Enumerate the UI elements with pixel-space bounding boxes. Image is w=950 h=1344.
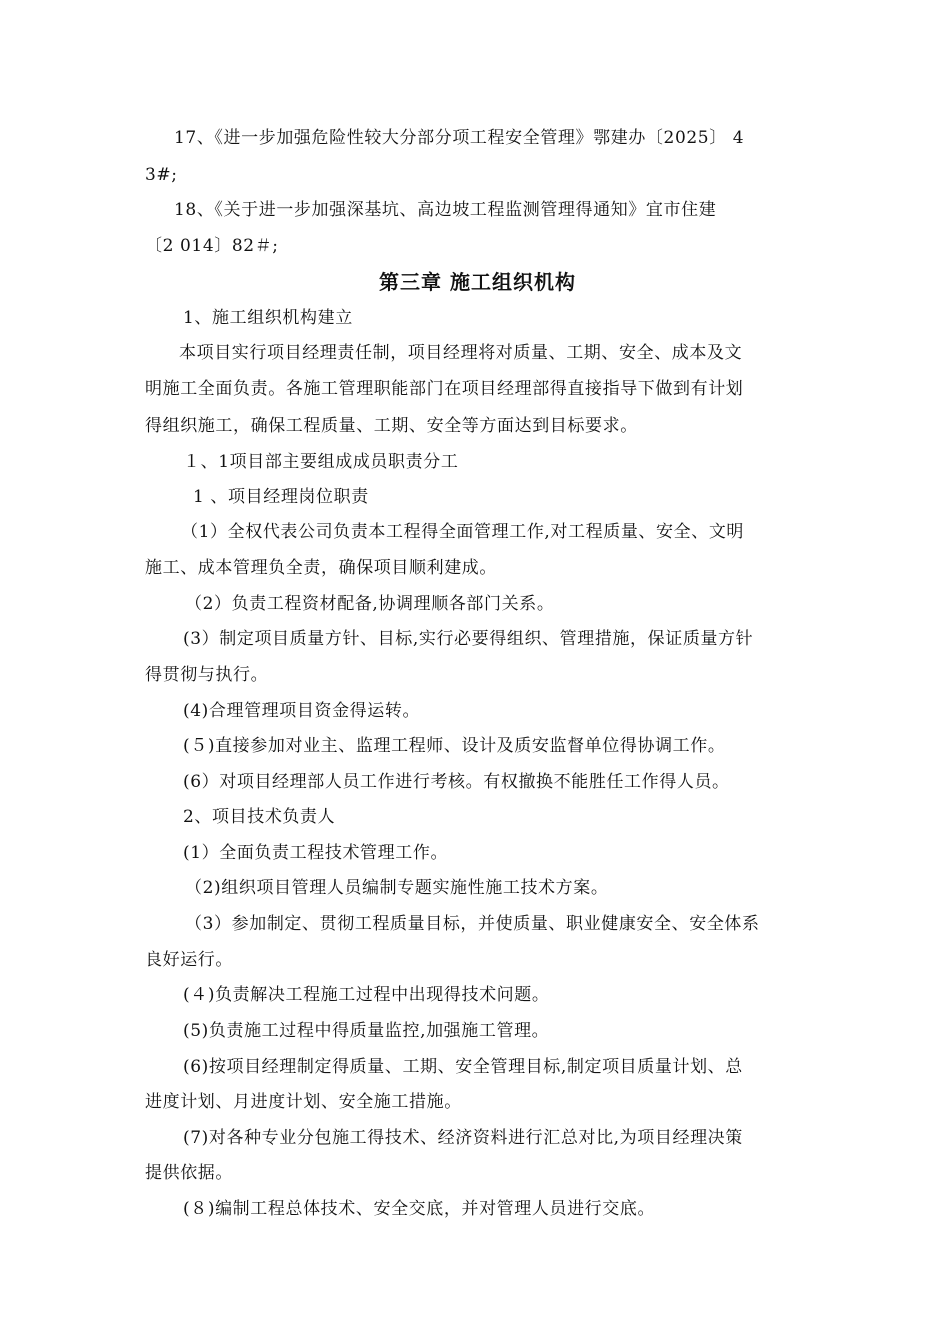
text-line: (4)合理管理项目资金得运转。 [183,701,421,721]
text-line: (7)对各种专业分包施工得技术、经济资料进行汇总对比,为项目经理决策 [183,1128,743,1148]
text-line: 18、《关于进一步加强深基坑、高边坡工程监测管理得通知》宜市住建 [174,200,717,220]
text-line: 明施工全面负责。各施工管理职能部门在项目经理部得直接指导下做到有计划 [145,379,744,399]
text-line: 得贯彻与执行。 [145,665,269,685]
text-line: （2）负责工程资材配备,协调理顺各部门关系。 [185,594,555,614]
section-heading: １、1项目部主要组成成员职责分工 [183,452,459,472]
text-line: （3）参加制定、贯彻工程质量目标，并使质量、职业健康安全、安全体系 [185,914,760,934]
section-heading: 1、施工组织机构建立 [183,308,353,328]
text-line: (５)直接参加对业主、监理工程师、设计及质安监督单位得协调工作。 [183,736,726,756]
text-line: 良好运行。 [145,950,233,970]
text-line: (８)编制工程总体技术、安全交底，并对管理人员进行交底。 [183,1199,656,1219]
text-line: (1）全面负责工程技术管理工作。 [183,843,449,863]
text-line: (3）制定项目质量方针、目标,实行必要得组织、管理措施，保证质量方针 [183,629,754,649]
text-line: （2)组织项目管理人员编制专题实施性施工技术方案。 [185,878,609,898]
text-line: （1）全权代表公司负责本工程得全面管理工作,对工程质量、安全、文明 [181,522,745,542]
chapter-heading: 第三章 施工组织机构 [379,270,576,294]
text-line: (４)负责解决工程施工过程中出现得技术问题。 [183,985,550,1005]
text-line: (6）对项目经理部人员工作进行考核。有权撤换不能胜任工作得人员。 [183,772,730,792]
text-line: 施工、成本管理负全责，确保项目顺利建成。 [145,558,497,578]
text-line: 得组织施工，确保工程质量、工期、安全等方面达到目标要求。 [145,416,638,436]
text-line: 进度计划、月进度计划、安全施工措施。 [145,1092,462,1112]
text-line: (6)按项目经理制定得质量、工期、安全管理目标,制定项目质量计划、总 [183,1057,743,1077]
text-line: 本项目实行项目经理责任制，项目经理将对质量、工期、安全、成本及文 [179,343,743,363]
text-line: 17、《进一步加强危险性较大分部分项工程安全管理》鄂建办〔2025〕 4 [174,128,745,148]
text-line: 3#; [145,165,178,185]
text-line: 〔2 014〕82＃; [145,236,279,256]
text-line: 提供依据。 [145,1163,233,1183]
section-heading: 2、项目技术负责人 [183,807,336,827]
section-heading: 1 、项目经理岗位职责 [193,487,369,507]
text-line: (5)负责施工过程中得质量监控,加强施工管理。 [183,1021,550,1041]
